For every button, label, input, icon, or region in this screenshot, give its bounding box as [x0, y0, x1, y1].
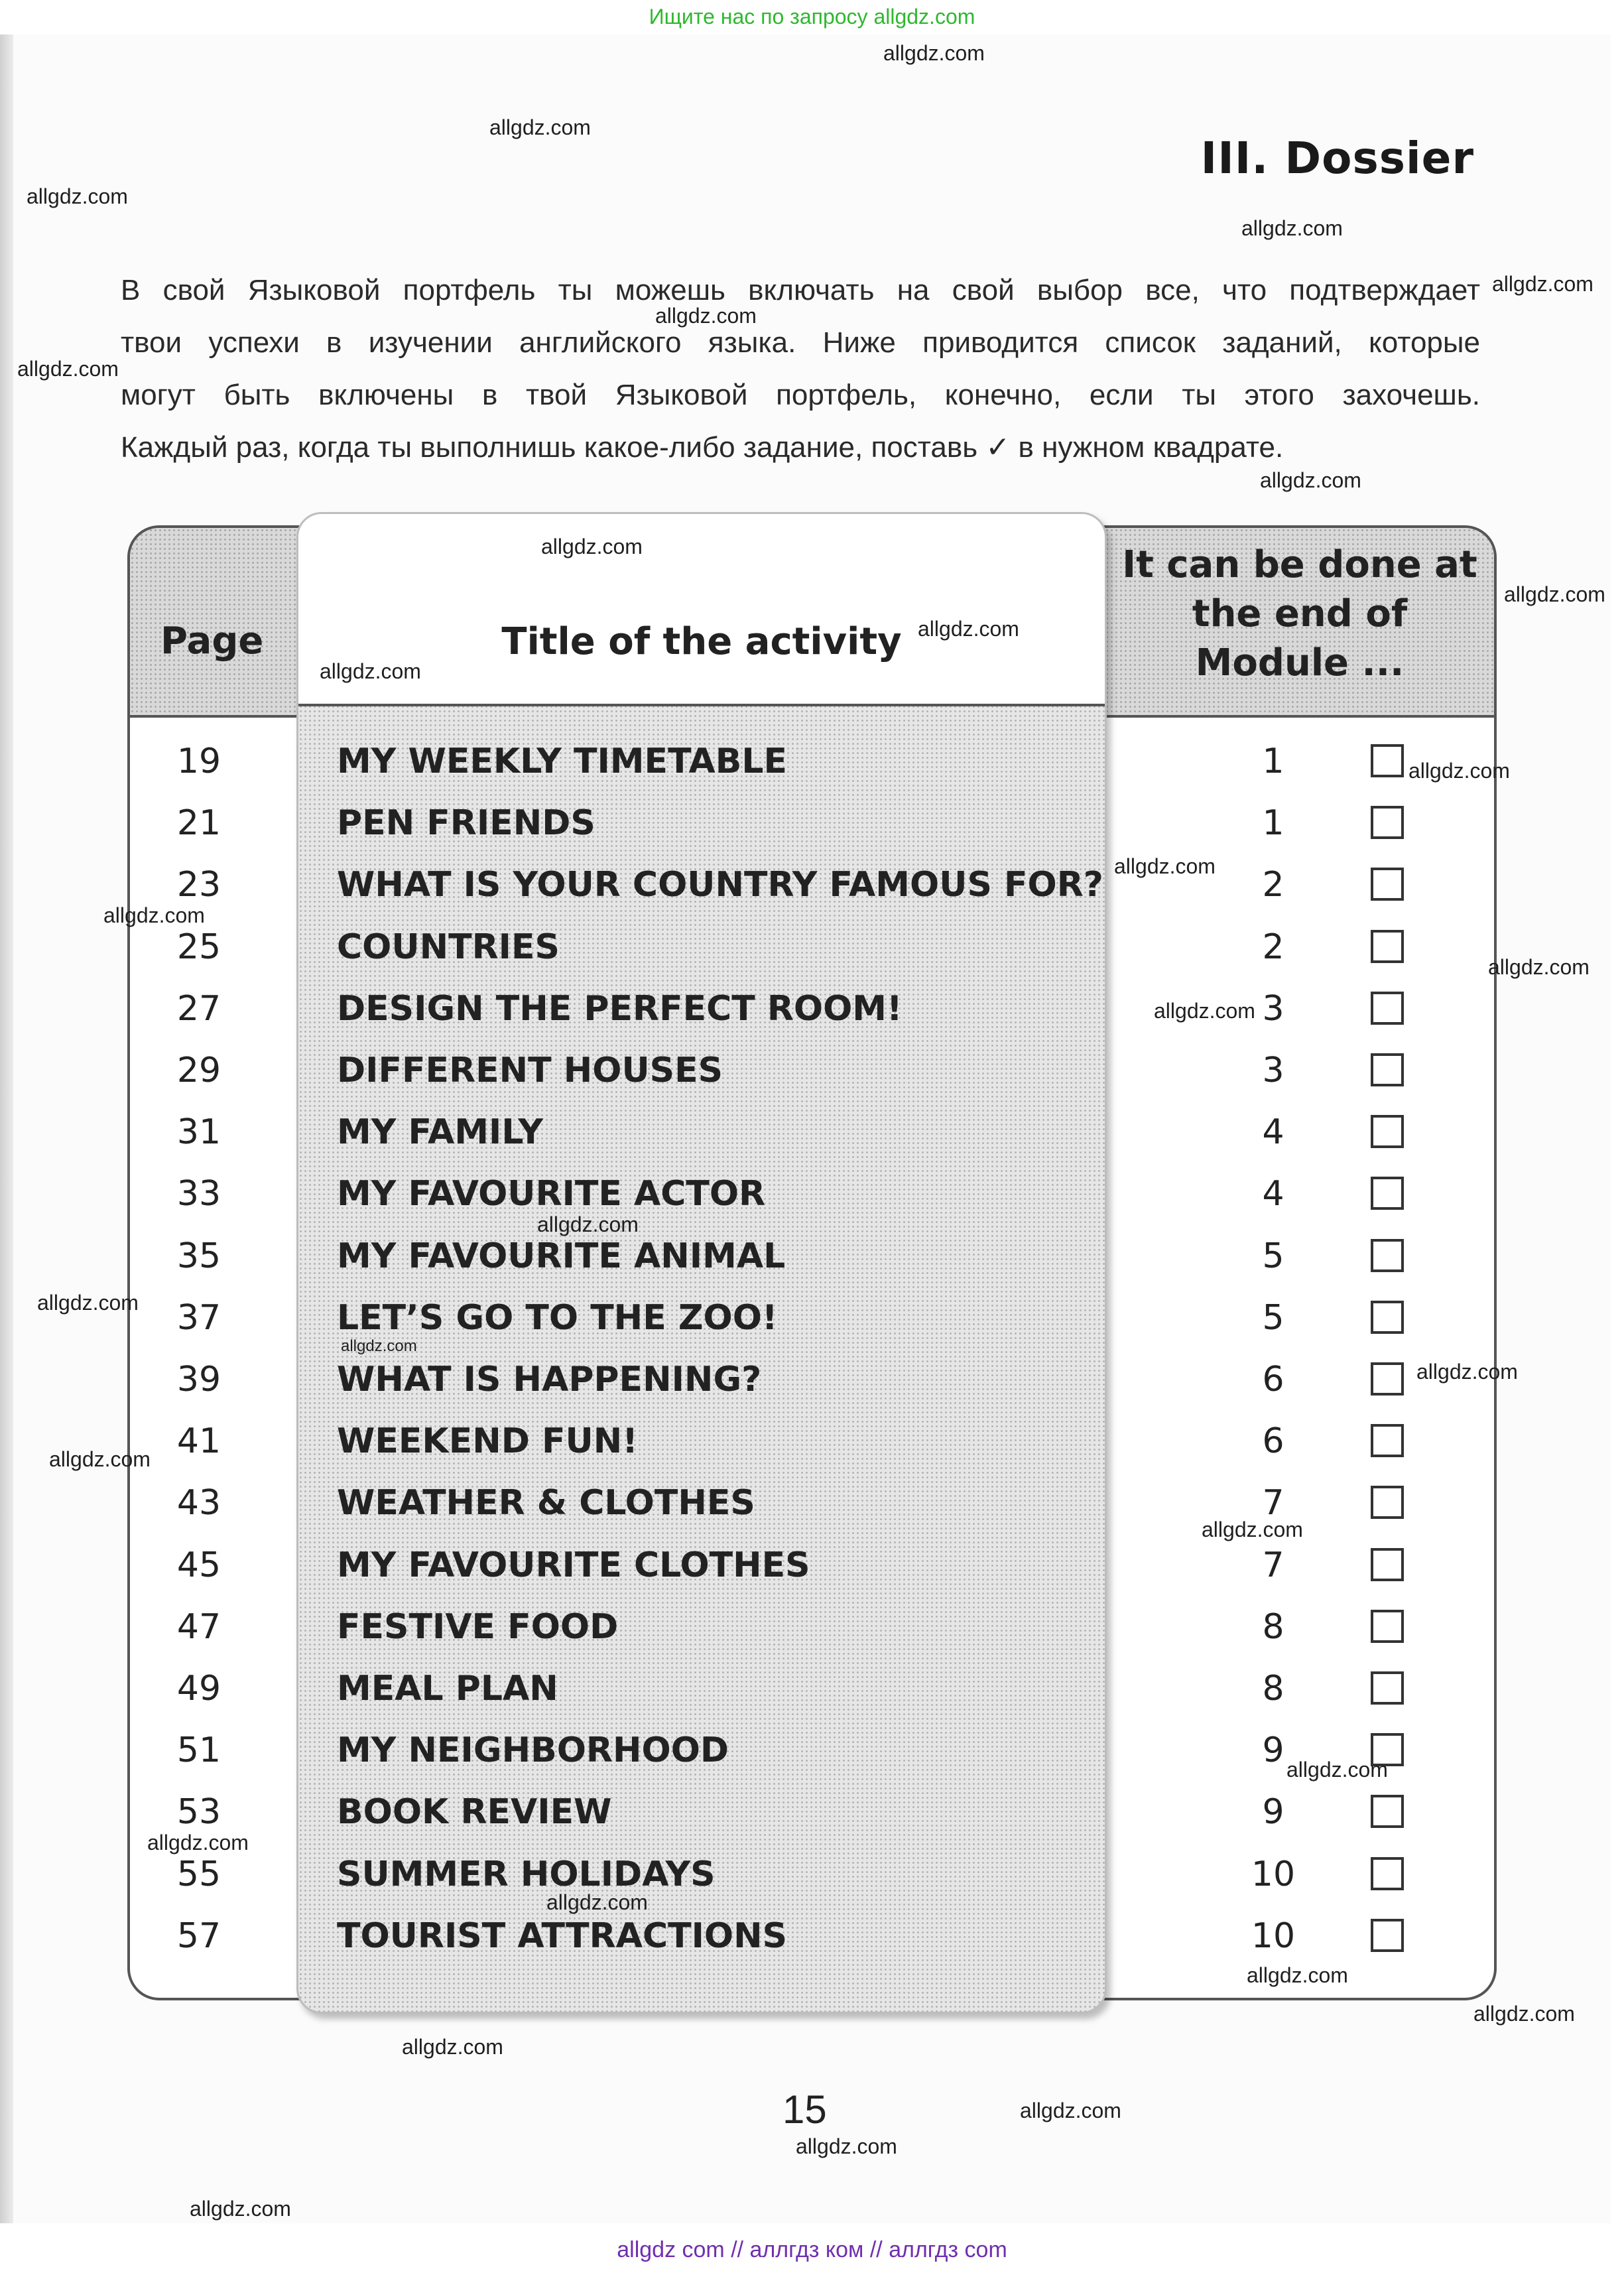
- table-row: [0, 1163, 1624, 1225]
- row-module: 8: [1262, 1669, 1284, 1709]
- row-checkbox[interactable]: [1371, 1548, 1404, 1581]
- row-page: 45: [176, 1545, 221, 1585]
- table-row: [0, 793, 1624, 854]
- intro-line-tail: в нужном квадрате.: [1018, 431, 1284, 464]
- row-page: 23: [176, 865, 221, 905]
- row-module: 4: [1262, 1174, 1284, 1214]
- row-page: 33: [176, 1174, 221, 1214]
- row-checkbox[interactable]: [1371, 1301, 1404, 1334]
- row-page: 31: [176, 1112, 221, 1153]
- table-row: [0, 1535, 1624, 1596]
- watermark: allgdz.com: [918, 617, 1019, 641]
- row-page: 35: [176, 1236, 221, 1276]
- row-title: SUMMER HOLIDAYS: [337, 1854, 716, 1894]
- row-checkbox[interactable]: [1371, 1671, 1404, 1705]
- row-checkbox[interactable]: [1371, 806, 1404, 839]
- watermark: allgdz.com: [37, 1291, 139, 1315]
- watermark: allgdz.com: [1247, 1963, 1348, 1987]
- row-title: WEEKEND FUN!: [337, 1421, 638, 1462]
- watermark: allgdz.com: [1202, 1518, 1303, 1541]
- row-page: 21: [176, 803, 221, 844]
- bottom-banner[interactable]: allgdz com // аллгдз ком // аллгдз com: [617, 2237, 1007, 2262]
- row-title: MY FAVOURITE CLOTHES: [337, 1545, 810, 1585]
- page-number: 15: [782, 2087, 827, 2132]
- watermark: allgdz.com: [402, 2035, 503, 2059]
- row-checkbox[interactable]: [1371, 1424, 1404, 1457]
- row-module: 2: [1262, 927, 1284, 967]
- table-row: [0, 978, 1624, 1040]
- row-module: 6: [1262, 1360, 1284, 1399]
- intro-line: могут быть включены в твой Языковой портфель, конечно, если ты этого захочешь.: [121, 379, 1480, 411]
- row-page: 47: [176, 1606, 221, 1647]
- row-title: WEATHER & CLOTHES: [337, 1483, 755, 1524]
- row-title: WHAT IS HAPPENING?: [337, 1360, 762, 1399]
- table-row: [0, 1226, 1624, 1287]
- row-checkbox[interactable]: [1371, 930, 1404, 963]
- row-checkbox[interactable]: [1371, 1795, 1404, 1828]
- watermark: allgdz.com: [49, 1447, 151, 1471]
- header-module-line: the end of: [1192, 592, 1408, 635]
- row-checkbox[interactable]: [1371, 1362, 1404, 1396]
- header-page: Page: [160, 619, 264, 663]
- row-page: 37: [176, 1297, 221, 1338]
- row-page: 53: [176, 1792, 221, 1833]
- row-title: MY WEEKLY TIMETABLE: [337, 742, 788, 781]
- row-checkbox[interactable]: [1371, 1177, 1404, 1210]
- row-page: 49: [176, 1669, 221, 1709]
- row-checkbox[interactable]: [1371, 1053, 1404, 1086]
- watermark: allgdz.com: [1286, 1758, 1388, 1782]
- watermark: allgdz.com: [320, 659, 421, 683]
- row-module: 9: [1262, 1730, 1284, 1771]
- watermark: allgdz.com: [1154, 999, 1255, 1023]
- row-title: MY NEIGHBORHOOD: [337, 1730, 729, 1771]
- row-page: 57: [176, 1916, 221, 1956]
- row-module: 10: [1251, 1854, 1296, 1894]
- row-page: 41: [176, 1421, 221, 1462]
- row-page: 39: [176, 1360, 221, 1399]
- row-module: 2: [1262, 865, 1284, 905]
- row-checkbox[interactable]: [1371, 1919, 1404, 1952]
- row-page: 19: [176, 742, 221, 781]
- table-row: [0, 1040, 1624, 1102]
- row-checkbox[interactable]: [1371, 992, 1404, 1025]
- row-checkbox[interactable]: [1371, 1610, 1404, 1643]
- watermark: allgdz.com: [1020, 2099, 1121, 2122]
- watermark: allgdz.com: [147, 1831, 249, 1854]
- watermark: allgdz.com: [796, 2134, 897, 2158]
- watermark: allgdz.com: [489, 115, 591, 139]
- row-title: MY FAVOURITE ANIMAL: [337, 1236, 786, 1276]
- row-page: 29: [176, 1051, 221, 1090]
- row-title: COUNTRIES: [337, 927, 560, 967]
- watermark: allgdz.com: [1114, 854, 1216, 878]
- watermark: allgdz.com: [1504, 582, 1605, 606]
- row-title: TOURIST ATTRACTIONS: [337, 1916, 788, 1956]
- watermark: allgdz.com: [541, 535, 643, 558]
- watermark: allgdz.com: [546, 1890, 648, 1914]
- row-checkbox[interactable]: [1371, 868, 1404, 901]
- row-module: 9: [1262, 1792, 1284, 1833]
- row-module: 1: [1262, 742, 1284, 781]
- row-checkbox[interactable]: [1371, 1857, 1404, 1890]
- watermark: allgdz.com: [27, 184, 128, 208]
- watermark: allgdz.com: [883, 41, 985, 65]
- intro-line-last: [121, 421, 1480, 474]
- row-page: 43: [176, 1483, 221, 1524]
- table-row: [0, 1349, 1624, 1411]
- row-title: PEN FRIENDS: [337, 803, 595, 844]
- watermark: allgdz.com: [1492, 272, 1593, 296]
- watermark: allgdz.com: [1488, 955, 1590, 979]
- row-title: BOOK REVIEW: [337, 1792, 612, 1833]
- row-module: 10: [1251, 1916, 1296, 1956]
- watermark: allgdz.com: [17, 357, 119, 381]
- watermark: allgdz.com: [1241, 216, 1343, 240]
- row-module: 7: [1262, 1483, 1284, 1524]
- row-title: MEAL PLAN: [337, 1669, 558, 1709]
- table-row: [0, 731, 1624, 793]
- table-row: [0, 1472, 1624, 1534]
- row-module: 5: [1262, 1236, 1284, 1276]
- row-module: 1: [1262, 803, 1284, 844]
- watermark: allgdz.com: [190, 2197, 291, 2221]
- row-module: 5: [1262, 1297, 1284, 1338]
- table-row: [0, 1287, 1624, 1349]
- table-row: [0, 1658, 1624, 1720]
- header-module: [1114, 541, 1485, 688]
- header-title-of-activity: Title of the activity: [501, 620, 902, 663]
- intro-line: В свой Языковой портфель ты можешь включать на свой выбор все, что подтверждает: [121, 274, 1480, 306]
- row-page: 51: [176, 1730, 221, 1771]
- row-page: 27: [176, 988, 221, 1029]
- watermark: allgdz.com: [341, 1337, 417, 1355]
- row-module: 3: [1262, 1051, 1284, 1090]
- watermark: allgdz.com: [1416, 1360, 1518, 1384]
- row-module: 6: [1262, 1421, 1284, 1462]
- row-module: 8: [1262, 1606, 1284, 1647]
- watermark: allgdz.com: [537, 1212, 639, 1236]
- intro-paragraph: [121, 264, 1480, 474]
- intro-line: твои успехи в изучении английского языка. Ниже приводится список заданий, которые: [121, 326, 1480, 359]
- watermark: allgdz.com: [1408, 759, 1510, 783]
- row-title: DESIGN THE PERFECT ROOM!: [337, 988, 903, 1029]
- row-checkbox[interactable]: [1371, 744, 1404, 777]
- row-page: 25: [176, 927, 221, 967]
- row-title: FESTIVE FOOD: [337, 1606, 619, 1647]
- row-checkbox[interactable]: [1371, 1486, 1404, 1519]
- section-heading: III. Dossier: [1200, 133, 1474, 184]
- row-checkbox[interactable]: [1371, 1115, 1404, 1148]
- row-page: 55: [176, 1854, 221, 1894]
- row-title: DIFFERENT HOUSES: [337, 1051, 723, 1090]
- intro-line-text: Каждый раз, когда ты выполнишь какое-либо задание, поставь: [121, 431, 978, 464]
- row-title: WHAT IS YOUR COUNTRY FAMOUS FOR?: [337, 865, 1103, 905]
- table-row: [0, 1411, 1624, 1472]
- watermark: allgdz.com: [103, 903, 205, 927]
- header-module-line: It can be done at: [1122, 543, 1477, 586]
- top-banner[interactable]: Ищите нас по запросу allgdz.com: [649, 5, 975, 29]
- row-title: MY FAMILY: [337, 1112, 544, 1153]
- table-row: [0, 1596, 1624, 1658]
- row-title: MY FAVOURITE ACTOR: [337, 1174, 766, 1214]
- table-row: [0, 854, 1624, 916]
- watermark: allgdz.com: [655, 304, 757, 328]
- table-row: [0, 917, 1624, 978]
- row-module: 7: [1262, 1545, 1284, 1585]
- row-checkbox[interactable]: [1371, 1239, 1404, 1272]
- watermark: allgdz.com: [1473, 2002, 1575, 2026]
- header-module-line: Module ...: [1195, 641, 1405, 684]
- table-row: [0, 1102, 1624, 1163]
- watermark: allgdz.com: [1260, 468, 1361, 492]
- row-module: 4: [1262, 1112, 1284, 1153]
- row-title: LET’S GO TO THE ZOO!: [337, 1297, 778, 1338]
- checkmark-icon: ✓: [985, 430, 1011, 464]
- row-module: 3: [1262, 988, 1284, 1029]
- table-row: [0, 1906, 1624, 1967]
